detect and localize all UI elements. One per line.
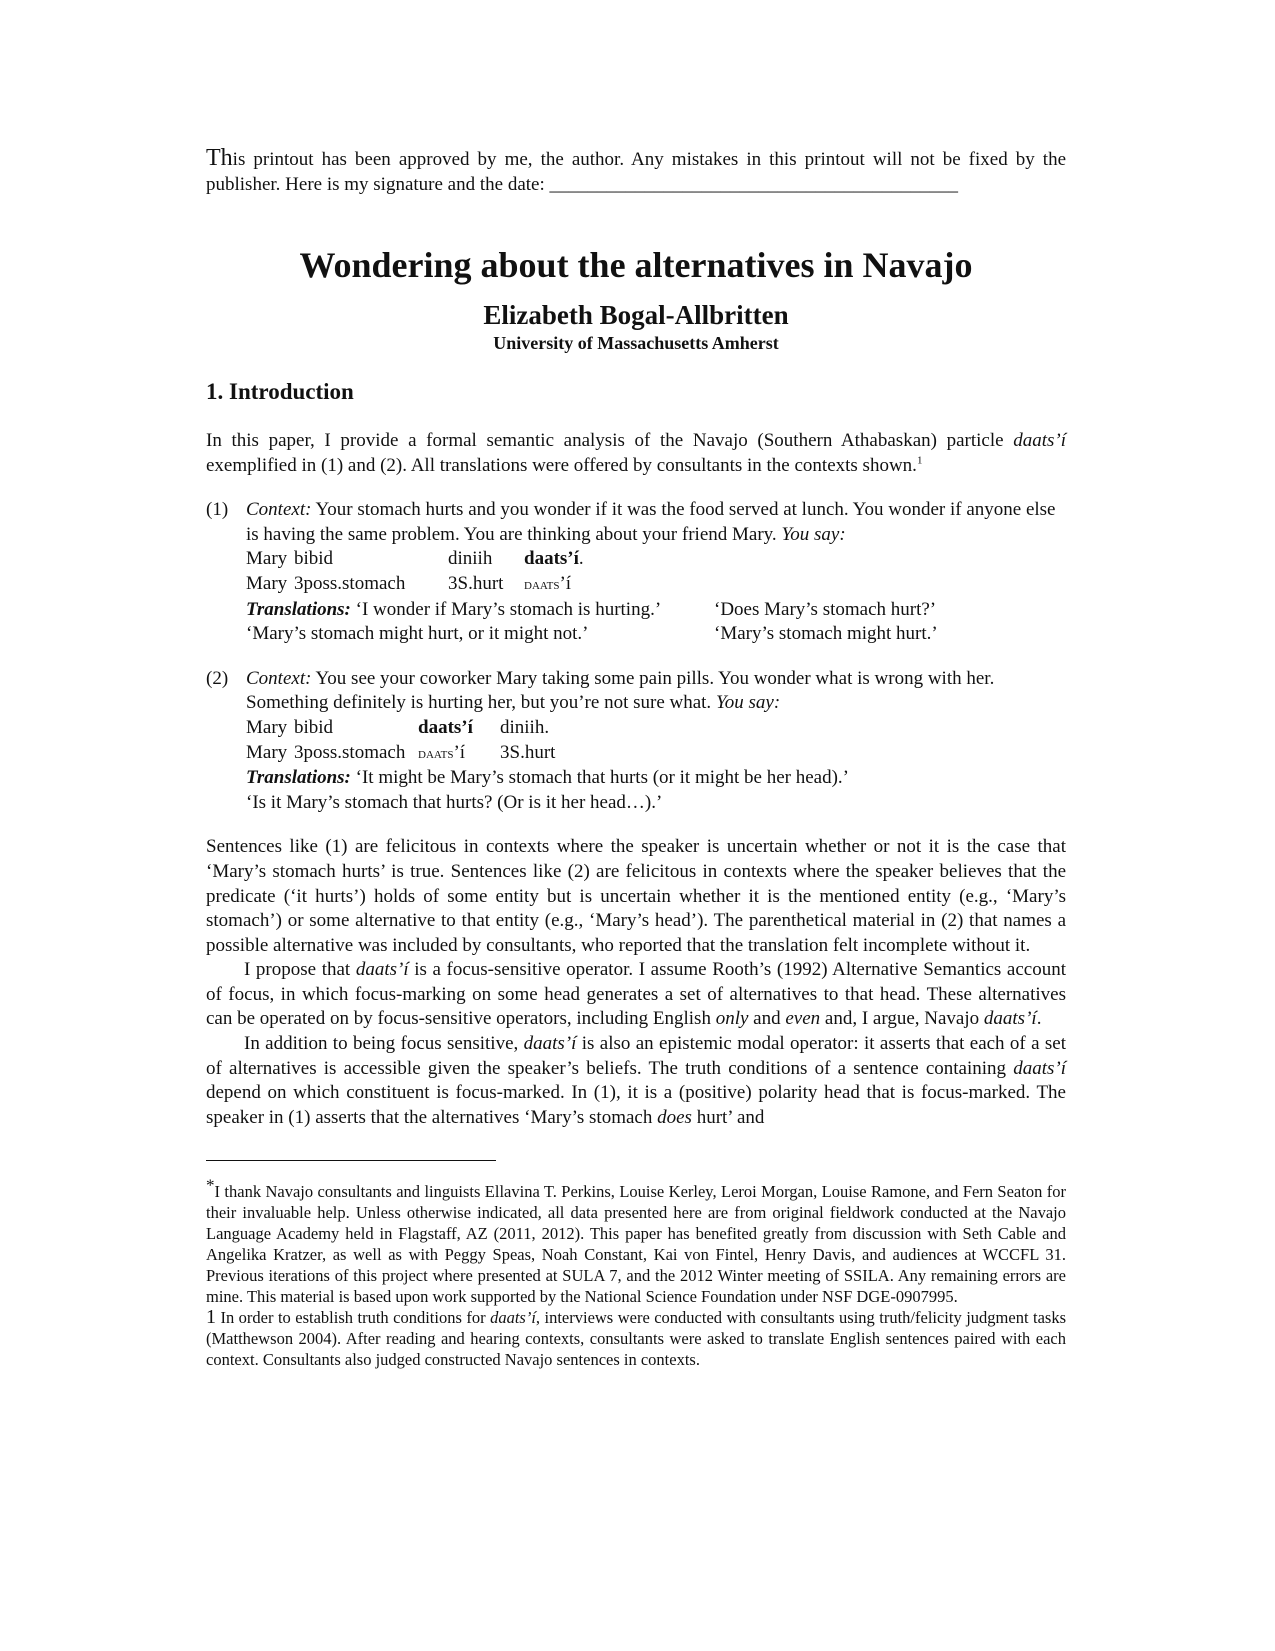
- gloss-word: diniih: [448, 548, 493, 570]
- author-affiliation: University of Massachusetts Amherst: [493, 333, 779, 353]
- translation-text: ‘I wonder if Mary’s stomach is hurting.’: [350, 598, 662, 620]
- intro-text-2: exemplified in (1) and (2). All translations were offered by consultants in the contexts shown.: [206, 454, 917, 476]
- gloss-word: Mary: [246, 572, 288, 594]
- gloss-word: 3poss.stomach: [294, 572, 406, 594]
- translation-text: ‘Mary’s stomach might hurt.’: [714, 623, 938, 645]
- you-say-label: You say:: [715, 692, 781, 714]
- footnote-separator: [206, 1160, 496, 1161]
- gloss-word: Mary: [246, 548, 288, 570]
- gloss-word-daatsi: daats’í: [418, 716, 473, 738]
- term-daatsi: daats’í: [490, 1308, 536, 1328]
- body-paragraph-1: Sentences like (1) are felicitous in contexts where the speaker is uncertain whether or not it is the case that ‘Mary’s stomach hurts’ is true. Sentences like (2) are felicitous in contexts where the speaker believes that the predicate (‘it hurts’) holds of some entity but is uncertain whether it is the mentioned entity (e.g., ‘Mary’s stomach’) or some alternative to that entity (e.g., ‘Mary’s head’). The parenthetical material in (2) that names a possible alternative was included by consultants, who reported that the translation felt incomplete without it.: [206, 836, 1066, 956]
- translations-row-1: [246, 766, 1066, 791]
- translations-row-2: [246, 622, 1066, 647]
- translation-text: ‘It might be Mary’s stomach that hurts (or it might be her head).’: [350, 767, 849, 789]
- gloss-suffix: ’í: [559, 572, 572, 594]
- text-run: .: [1036, 1008, 1042, 1030]
- text-run: I propose that: [244, 959, 356, 981]
- example-number: (2): [206, 667, 229, 689]
- section-heading: 1. Introduction: [206, 379, 354, 404]
- gloss-word: Mary: [246, 741, 288, 763]
- gloss-word: 3S.hurt: [448, 572, 504, 594]
- gloss-daats-smallcaps: daats: [418, 744, 454, 762]
- term-even: even: [785, 1008, 821, 1030]
- footnote-text: I thank Navajo consultants and linguists Ellavina T. Perkins, Louise Kerley, Leroi Morgan, Louise Ramone, and Fern Seaton for their invaluable help. Unless otherwise indicated, all data presented here are from original fieldwork conducted at the Navajo Language Academy held in Flagstaff, AZ (2011, 2012). This paper has benefited greatly from discussion with Seth Cable and Angelika Kratzer, as well as with Peggy Speas, Noah Constant, Kai von Fintel, Henry Davis, and audiences at WCCFL 31. Previous iterations of this project where presented at SULA 7, and the 2012 Winter meeting of SSILA. Any remaining errors are mine. This material is based upon work supported by the National Science Foundation under NSF DGE-0907995.: [206, 1182, 1066, 1307]
- you-say-label: You say:: [781, 523, 846, 545]
- translation-text: ‘Does Mary’s stomach hurt?’: [714, 598, 937, 620]
- term-daatsi: daats’í: [983, 1008, 1037, 1030]
- context-text: Your stomach hurts and you wonder if it was the food served at lunch. You wonder if anyone else is having the same problem. You are thinking about your friend Mary.: [246, 499, 1056, 545]
- text-run: is also an epistemic modal operator: it asserts that each of a set of alternatives is accessible given the speaker’s beliefs. The truth conditions of a sentence containing: [206, 1033, 1066, 1079]
- footnote-text: , interviews were conducted with consultants using truth/felicity judgment tasks (Matthewson 2004). After reading and hearing contexts, consultants were asked to translate English sentences paired with each context. Consultants also judged constructed Navajo sentences in contexts.: [206, 1308, 1066, 1370]
- term-only: only: [715, 1008, 749, 1030]
- paper-page: [206, 146, 1066, 1370]
- translations-row-2: ‘Is it Mary’s stomach that hurts? (Or is it her head…).’: [246, 791, 663, 813]
- term-daatsi: daats’í: [1013, 430, 1066, 451]
- intro-paragraph: [206, 429, 1066, 478]
- body-paragraph-3: [206, 1032, 1066, 1130]
- translations-row-1: [246, 598, 1066, 623]
- gloss-line-navajo: [246, 716, 1066, 741]
- gloss-word: 3S.hurt: [500, 741, 556, 763]
- term-daatsi: daats’í: [1013, 1057, 1066, 1079]
- approval-text: is printout has been approved by me, the author. Any mistakes in this printout will not be fixed by the publisher. Here is my signature and the date: ___________________________________________: [206, 149, 1066, 195]
- gloss-word: bibid: [294, 548, 334, 570]
- gloss-daats-smallcaps: daats: [524, 575, 560, 593]
- gloss-word-daatsi: daats’í: [524, 548, 579, 570]
- gloss-word: 3poss.stomach: [294, 741, 406, 763]
- text-run: hurt’ and: [691, 1106, 765, 1128]
- example-number: (1): [206, 499, 229, 521]
- example-2: [206, 667, 1066, 816]
- translations-label: Translations:: [246, 767, 351, 789]
- example-1: [206, 498, 1066, 647]
- translations-label: Translations:: [246, 598, 351, 620]
- example-context: [246, 498, 1066, 547]
- translation-text: ‘Mary’s stomach might hurt, or it might not.’: [246, 623, 589, 645]
- context-label: Context:: [246, 667, 312, 689]
- term-daatsi: daats’í: [355, 959, 409, 981]
- gloss-word: Mary: [246, 716, 288, 738]
- paper-title: Wondering about the alternatives in Navajo: [299, 245, 973, 285]
- gloss-word: bibid: [294, 716, 334, 738]
- text-run: depend on which constituent is focus-marked. In (1), it is a (positive) polarity head that is focus-marked. The speaker in (1) asserts that the alternatives ‘Mary’s stomach: [206, 1082, 1066, 1128]
- term-does: does: [657, 1106, 692, 1128]
- context-label: Context:: [246, 499, 312, 521]
- intro-text: In this paper, I provide a formal semantic analysis of the Navajo (Southern Athabaskan) particle: [206, 430, 1014, 451]
- gloss-word: diniih.: [500, 716, 550, 738]
- text-run: is a focus-sensitive operator. I assume Rooth’s (1992) Alternative Semantics account of focus, in which focus-marking on some head generates a set of alternatives to that head. These alternatives can be operated on by focus-sensitive operators, including English: [206, 959, 1066, 1030]
- footnote-mark: *: [206, 1175, 215, 1195]
- text-run: In addition to being focus sensitive,: [244, 1033, 524, 1055]
- text-run: and: [748, 1008, 786, 1030]
- footnote-text: In order to establish truth conditions for: [216, 1308, 491, 1328]
- gloss-line-english: [246, 572, 1066, 598]
- footnote-star: [206, 1175, 1066, 1307]
- example-context: [246, 667, 1066, 716]
- gloss-line-navajo: [246, 547, 1066, 572]
- gloss-line-english: [246, 741, 1066, 767]
- footnote-1: [206, 1307, 1066, 1370]
- author-name: Elizabeth Bogal-Allbritten: [483, 300, 789, 330]
- text-run: and, I argue, Navajo: [820, 1008, 984, 1030]
- approval-note: [206, 146, 1066, 197]
- footnote-mark: 1: [206, 1306, 216, 1329]
- term-daatsi: daats’í: [523, 1033, 577, 1055]
- footnote-ref-1: 1: [916, 454, 923, 467]
- gloss-period: .: [578, 548, 584, 570]
- approval-initial: Th: [206, 145, 233, 171]
- gloss-suffix: ’í: [453, 741, 466, 763]
- body-paragraph-2: [206, 958, 1066, 1032]
- context-text: You see your coworker Mary taking some pain pills. You wonder what is wrong with her. Something definitely is hurting her, but you’re not sure what.: [246, 667, 995, 714]
